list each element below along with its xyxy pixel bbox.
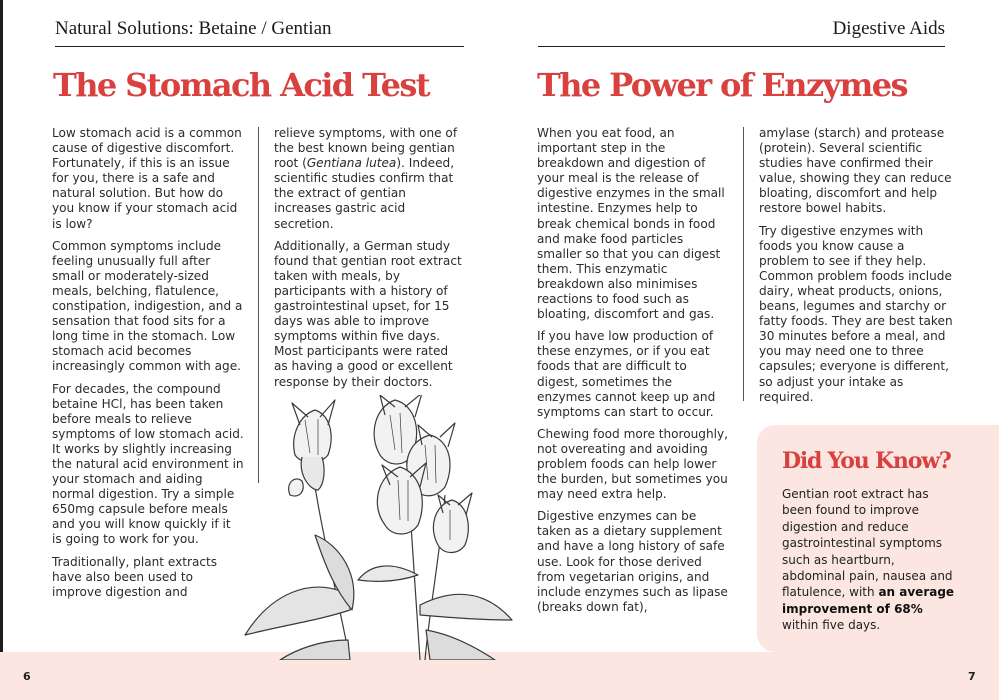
left-page-title: The Stomach Acid Test [53, 66, 429, 104]
paragraph: Chewing food more thoroughly, not overeating and avoiding problem foods can help lower the burden, but sometimes you may need extra help. [537, 426, 729, 502]
latin-name: Gentiana lutea [306, 156, 397, 171]
right-page-title: The Power of Enzymes [537, 66, 907, 104]
left-page-number: 6 [23, 670, 31, 683]
did-you-know-title: Did You Know? [782, 448, 951, 474]
left-running-head: Natural Solutions: Betaine / Gentian [55, 18, 464, 47]
did-you-know-text: Gentian root extract has been found to improve digestion and reduce gastrointestinal symptoms such as heartburn, abdominal pain, nausea and flatulence, with an average improvement of 68% within five days. [782, 487, 955, 633]
paragraph: When you eat food, an important step in the breakdown and digestion of your meal is the release of digestive enzymes in the small intestine. Enzymes help to break chemical bonds in food and make food particles smaller so that you can digest them. This enzymatic breakdown also minimises reactions to food such as bloating, discomfort and gas. [537, 126, 725, 322]
left-column-2 [274, 126, 464, 397]
right-running-head: Digestive Aids [538, 18, 945, 47]
book-spine [0, 0, 3, 700]
paragraph: Try digestive enzymes with foods you know cause a problem to see if they help. Common problem foods include dairy, wheat products, onions, beans, legumes and starchy or fatty foods. They are best taken 30 minutes before a meal, and you may need one to three capsules; everyone is different, so adjust your intake as required. [759, 223, 953, 404]
column-divider [743, 127, 744, 401]
paragraph: Common symptoms include feeling unusually full after small or moderately-sized meals, belching, flatulence, constipation, indigestion, and a sensation that food sits for a long time in the stomach. Low stomach acid becomes increasingly common with age. [52, 238, 243, 374]
gentian-flower-illustration [240, 395, 515, 660]
highlight-statistic: an average improvement of 68% [782, 585, 955, 616]
paragraph: relieve symptoms, with one of the best known being gentian root (Gentiana lutea). Indeed, scientific studies confirm that the extract of gentian increases gastric acid secretion. [274, 126, 458, 231]
right-column-1 [537, 126, 729, 622]
paragraph: Digestive enzymes can be taken as a dietary supplement and have a long history of safe use. Look for those derived from vegetarian origins, and include enzymes such as lipase (breaks down fat), [537, 509, 728, 614]
right-column-2 [759, 126, 954, 412]
paragraph: Additionally, a German study found that gentian root extract taken with meals, by participants with a history of gastrointestinal upset, for 15 days was able to improve symptoms within five days. Most participants were rated as having a good or excellent response by their doctors. [274, 238, 462, 389]
paragraph: Low stomach acid is a common cause of digestive discomfort. Fortunately, if this is an issue for you, there is a safe and natural solution. But how do you know if your stomach acid is low? [52, 126, 242, 231]
paragraph: amylase (starch) and protease (protein). Several scientific studies have confirmed their value, showing they can reduce bloating, discomfort and help restore bowel habits. [759, 126, 952, 216]
left-column-1 [52, 126, 244, 607]
right-page-number: 7 [968, 670, 976, 683]
paragraph: If you have low production of these enzymes, or if you eat foods that are difficult to digest, sometimes the enzymes cannot keep up and symptoms can start to occur. [537, 329, 716, 419]
paragraph: For decades, the compound betaine HCl, has been taken before meals to relieve symptoms of low stomach acid. It works by slightly increasing the natural acid environment in your stomach and aiding normal digestion. Try a simple 650mg capsule before meals and you will know quickly if it is going to work for you. [52, 381, 244, 547]
paragraph: Traditionally, plant extracts have also been used to improve digestion and [52, 554, 218, 599]
